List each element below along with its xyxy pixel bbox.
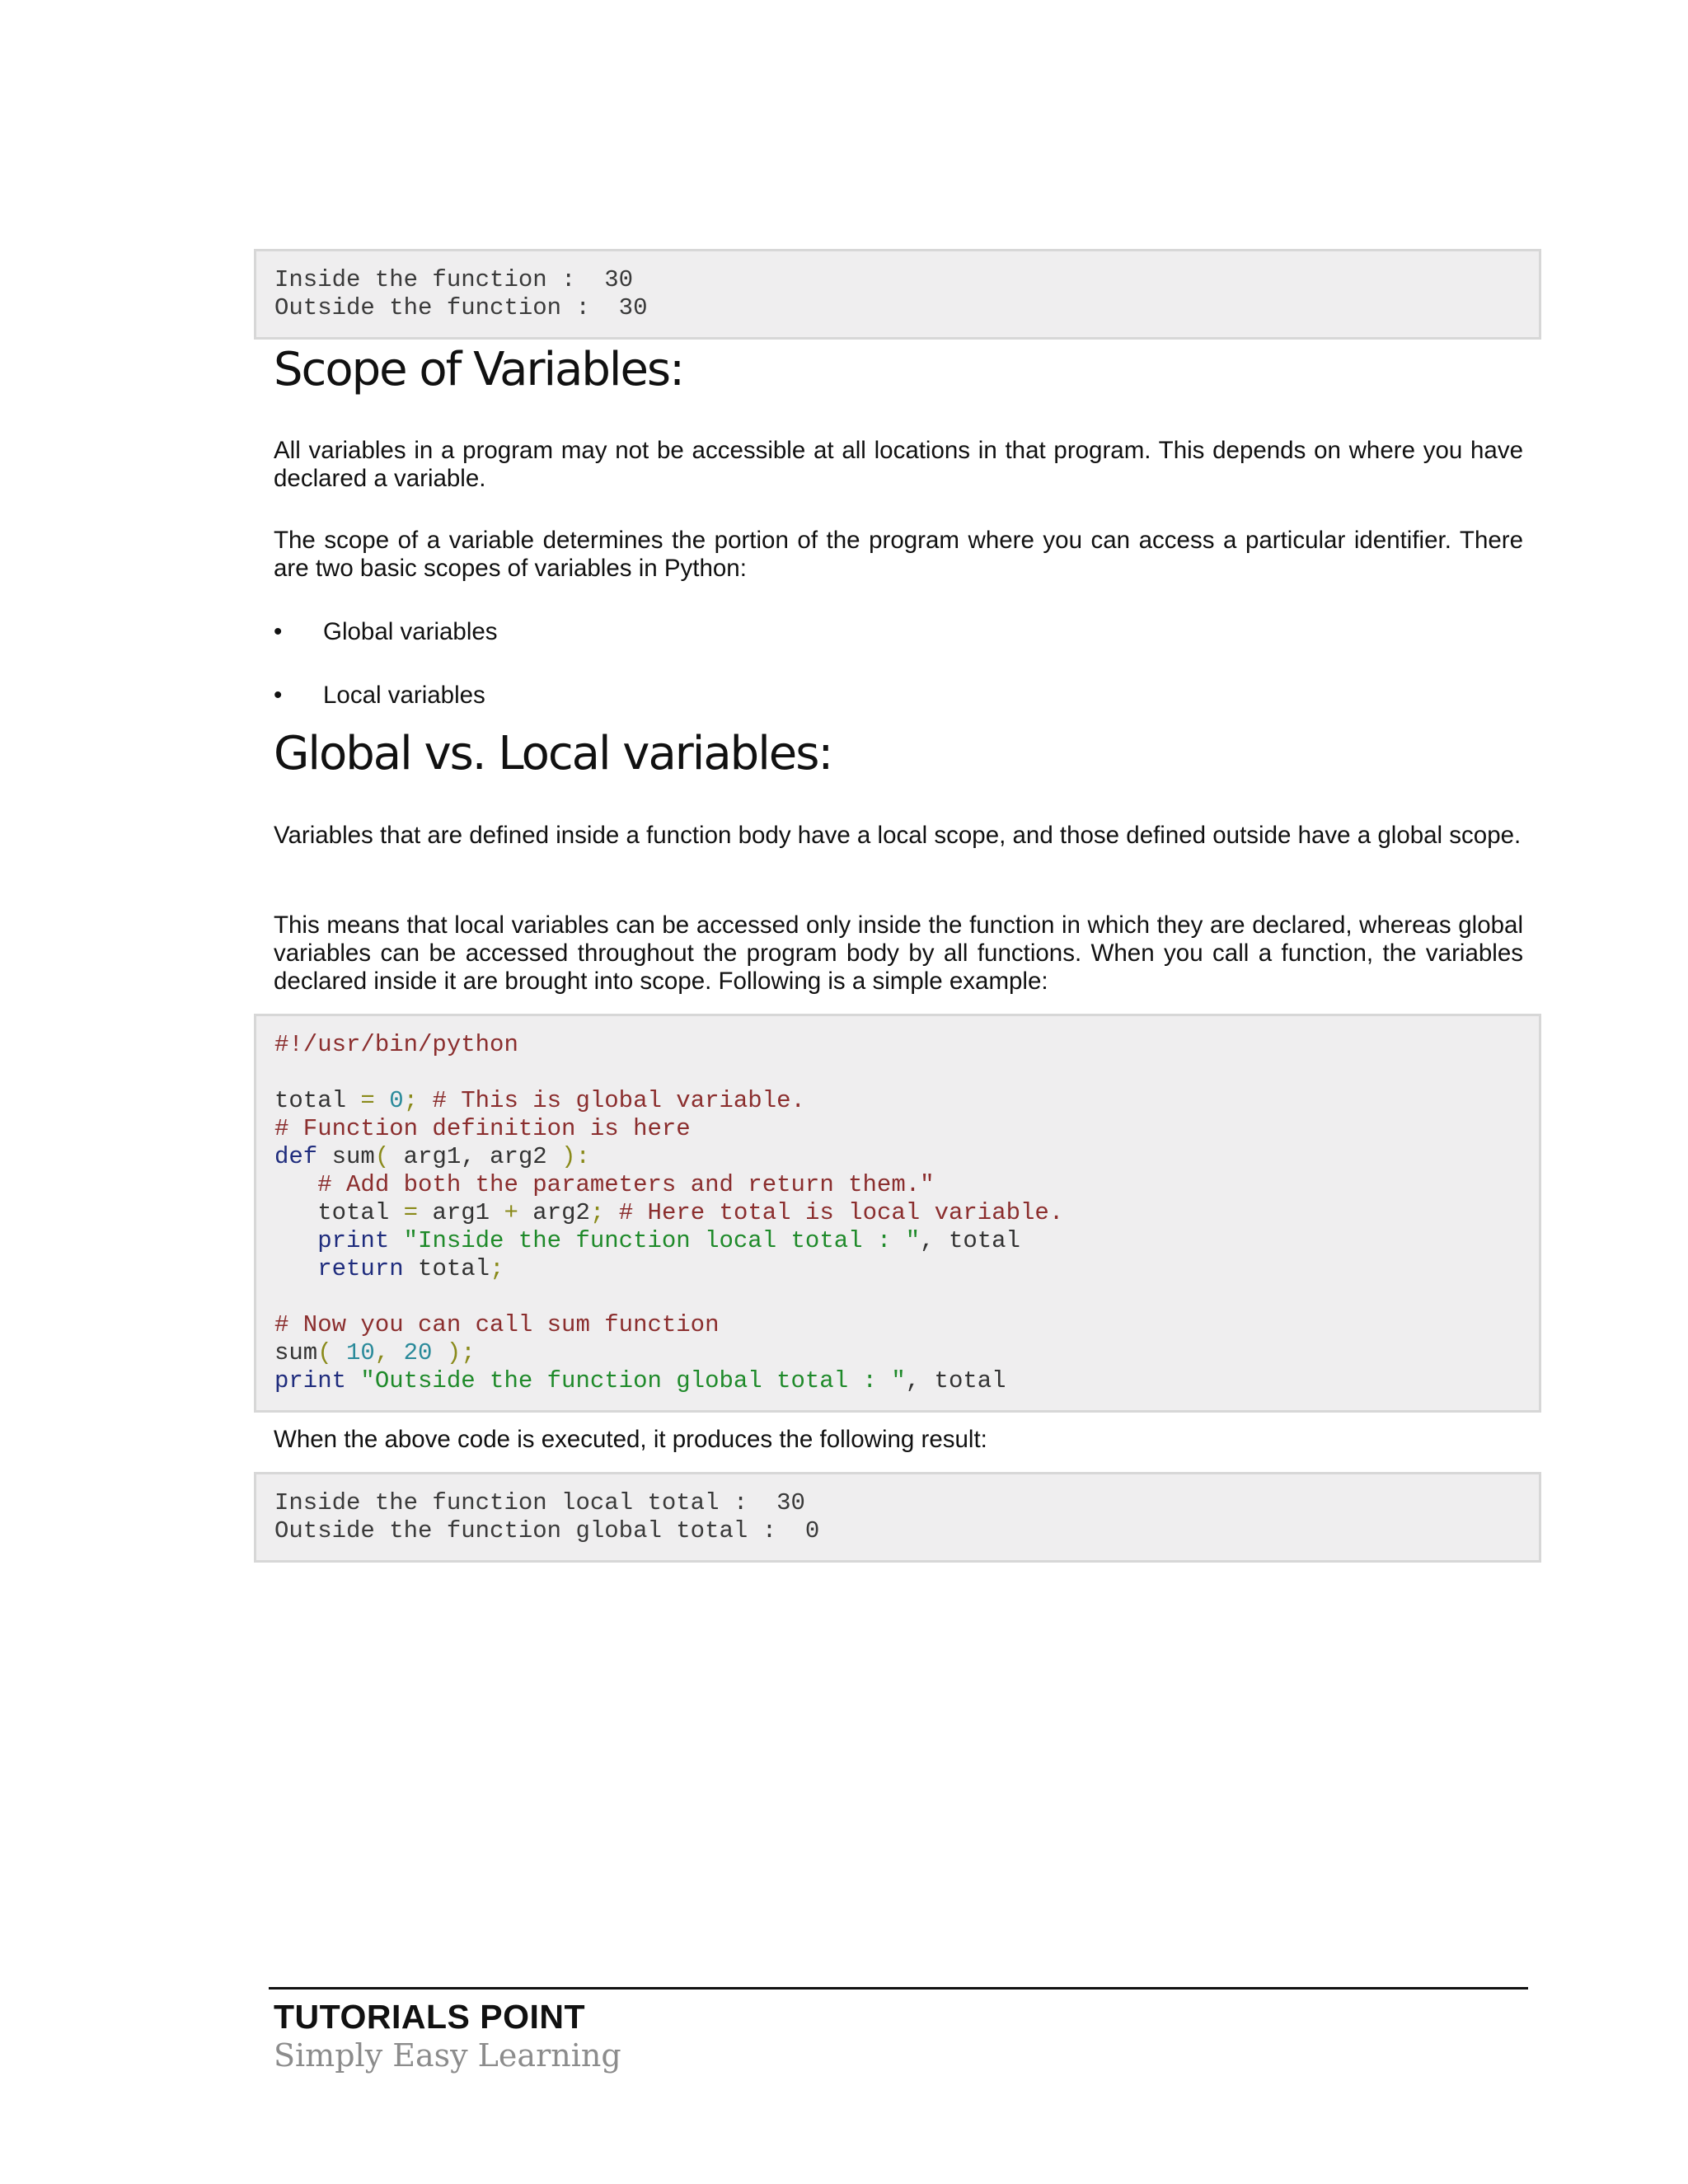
code-keyword: def [274, 1143, 318, 1170]
code-line [274, 1255, 1521, 1283]
code-token: 10 [331, 1339, 375, 1366]
code-keyword: print [274, 1367, 347, 1394]
code-comment: # Function definition is here [274, 1115, 691, 1142]
code-token: sum [274, 1339, 318, 1366]
code-comment: #!/usr/bin/python [274, 1031, 518, 1058]
code-line [274, 1171, 1521, 1199]
output-line: Outside the function : 30 [274, 294, 648, 321]
code-token: ( [374, 1143, 390, 1170]
section-heading-global-local: Global vs. Local variables: [274, 727, 832, 780]
bullet-label: Global variables [323, 618, 498, 645]
footer-brand-title: TUTORIALS POINT [274, 1998, 586, 2036]
bullet-label: Local variables [323, 682, 485, 709]
paragraph-scope-1: All variables in a program may not be accessible at all locations in that program. This depends on where you have declared a variable. [274, 437, 1523, 492]
code-line [274, 1199, 1521, 1227]
code-comment: # Here total is local variable. [604, 1199, 1064, 1226]
code-string: "Outside the function global total : " [346, 1367, 906, 1394]
code-line-blank [274, 1059, 1521, 1087]
code-line [274, 1367, 1521, 1395]
code-token: ; [490, 1255, 504, 1282]
code-line [274, 1311, 1521, 1339]
section-heading-scope: Scope of Variables: [274, 343, 683, 396]
code-line [274, 1115, 1521, 1143]
code-token: total [317, 1199, 390, 1226]
paragraph-global-local-2: This means that local variables can be accessed only inside the function in which they are declared, whereas global variables can be accessed throughout the program body by all functions. When you call a function, the variables declared inside it are brought into scope. Following is a simple example: [274, 912, 1523, 995]
output-line: Outside the function global total : 0 [274, 1517, 820, 1544]
code-token: arg2 [532, 1199, 590, 1226]
code-token: sum [317, 1143, 375, 1170]
code-token: ); [432, 1339, 476, 1366]
code-token: total [403, 1255, 490, 1282]
code-token: ): [561, 1143, 590, 1170]
code-token: arg1, arg2 [389, 1143, 562, 1170]
bullet-item-local [274, 682, 485, 710]
paragraph-scope-2: The scope of a variable determines the portion of the program where you can access a particular identifier. There are two basic scopes of variables in Python: [274, 527, 1523, 582]
bullet-icon: • [274, 682, 283, 709]
output-block-top [254, 249, 1541, 340]
result-intro-text: When the above code is executed, it produces the following result: [274, 1426, 987, 1453]
footer-divider [269, 1987, 1528, 1990]
code-token: , total [905, 1367, 1006, 1394]
bullet-icon: • [274, 618, 283, 645]
code-token: = [389, 1199, 433, 1226]
code-comment: # This is global variable. [418, 1087, 805, 1114]
code-line-blank [274, 1283, 1521, 1311]
output-line: Inside the function : 30 [274, 266, 634, 293]
code-comment: # Add both the parameters and return them." [317, 1171, 935, 1198]
code-token: ; [403, 1087, 419, 1114]
code-comment: # Now you can call sum function [274, 1311, 720, 1338]
output-line: Inside the function local total : 30 [274, 1489, 805, 1516]
code-token: arg1 [432, 1199, 490, 1226]
code-token: 0 [389, 1087, 404, 1114]
code-example-block [254, 1014, 1541, 1413]
code-line [274, 1227, 1521, 1255]
code-token: , total [920, 1227, 1020, 1254]
bullet-item-global [274, 618, 498, 646]
code-token: ; [589, 1199, 605, 1226]
code-token: ( [317, 1339, 332, 1366]
code-token: 20 [389, 1339, 433, 1366]
code-line [274, 1087, 1521, 1115]
output-block-bottom [254, 1472, 1541, 1563]
code-keyword: return [317, 1255, 404, 1282]
code-token: , [374, 1339, 390, 1366]
code-line [274, 1031, 1521, 1059]
footer-brand-tagline: Simply Easy Learning [274, 2037, 621, 2074]
code-token: + [490, 1199, 533, 1226]
code-token: total [274, 1087, 347, 1114]
paragraph-global-local-1: Variables that are defined inside a function body have a local scope, and those defined outside have a global scope. [274, 822, 1522, 849]
code-line [274, 1339, 1521, 1367]
code-token: = [346, 1087, 390, 1114]
code-line [274, 1143, 1521, 1171]
code-keyword: print [317, 1227, 390, 1254]
code-string: "Inside the function local total : " [389, 1227, 921, 1254]
